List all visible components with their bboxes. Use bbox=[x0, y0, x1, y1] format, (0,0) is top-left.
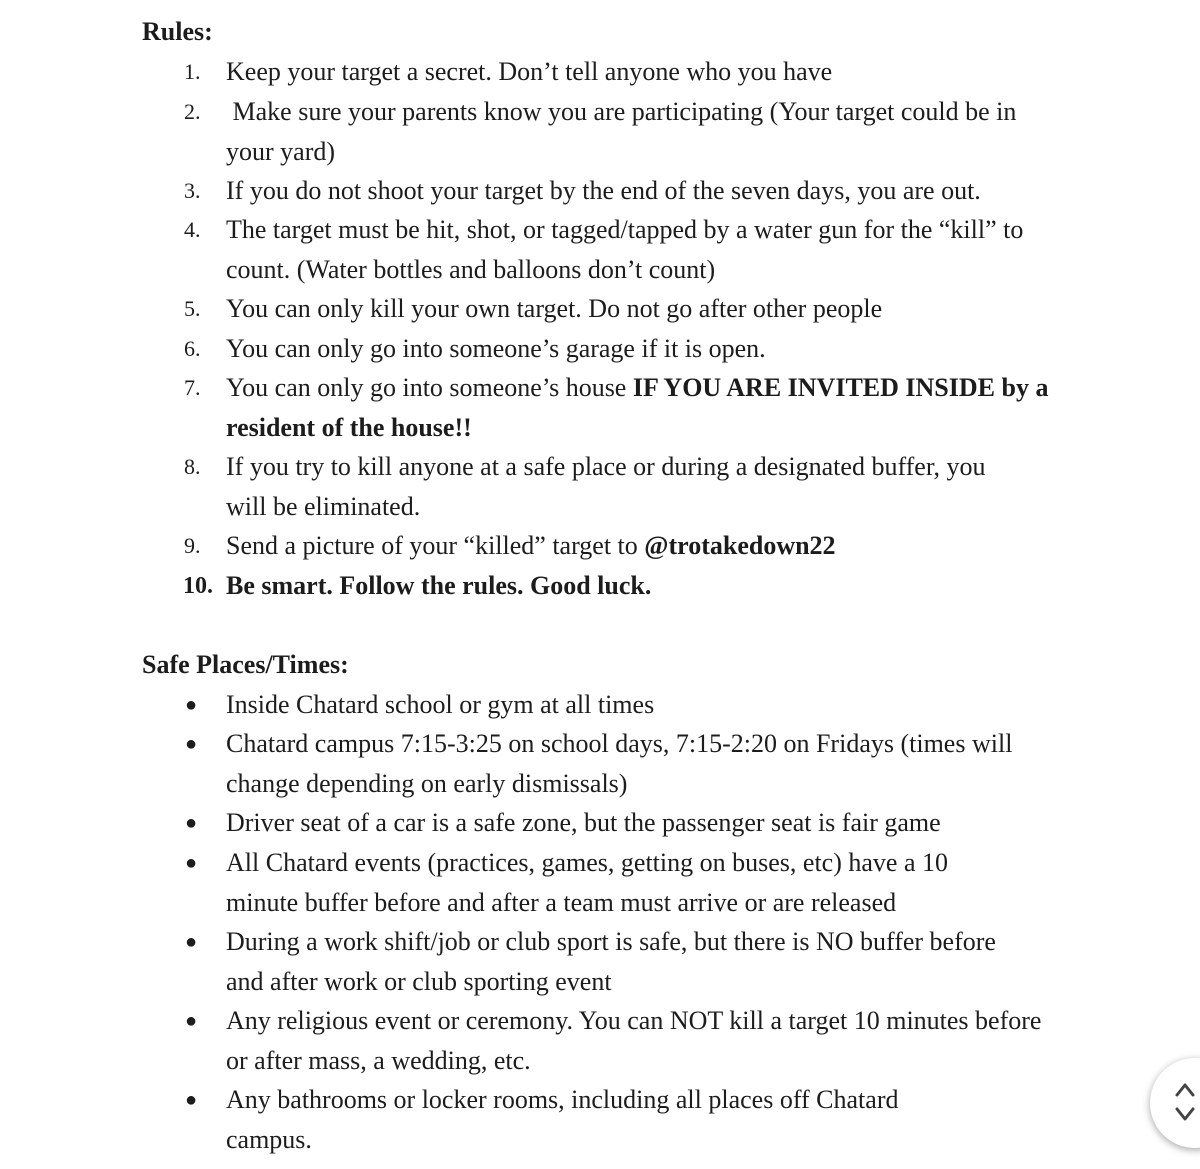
safe-places-heading: Safe Places/Times: bbox=[142, 650, 349, 679]
safe-3-bullet: ● bbox=[185, 812, 198, 834]
rule-9-number: 9. bbox=[184, 533, 201, 558]
safe-5-bullet: ● bbox=[185, 931, 198, 953]
rule-6-text: You can only go into someone’s garage if it is open. bbox=[226, 334, 766, 363]
safe-1-text: Inside Chatard school or gym at all times bbox=[226, 690, 655, 719]
safe-6-bullet: ● bbox=[185, 1010, 198, 1032]
rule-7-bold: IF YOU ARE INVITED INSIDE by a resident of the house!! bbox=[226, 373, 1049, 442]
safe-3-text: Driver seat of a car is a safe zone, but the passenger seat is fair game bbox=[226, 808, 941, 837]
rule-1-text: Keep your target a secret. Don’t tell anyone who you have bbox=[226, 57, 833, 86]
rule-3-number: 3. bbox=[184, 178, 201, 203]
rule-7-text bbox=[226, 368, 1066, 447]
chevron-up-down-icon bbox=[1174, 1078, 1196, 1126]
rule-2-text: Make sure your parents know you are participating (Your target could be in your yard) bbox=[226, 97, 1023, 166]
rule-4-text: The target must be hit, shot, or tagged/tapped by a water gun for the “kill” to count. (Water bottles and balloons don’t count) bbox=[226, 215, 1024, 284]
rule-3-text: If you do not shoot your target by the end of the seven days, you are out. bbox=[226, 176, 981, 205]
rule-8-number: 8. bbox=[184, 454, 201, 479]
rules-heading: Rules: bbox=[142, 17, 213, 46]
rule-4-number: 4. bbox=[184, 217, 201, 242]
rule-9-handle: @trotakedown22 bbox=[644, 531, 836, 560]
rule-8-text: If you try to kill anyone at a safe place or during a designated buffer, you will be eliminated. bbox=[226, 452, 986, 521]
safe-5-text: During a work shift/job or club sport is safe, but there is NO buffer before and after work or club sporting event bbox=[226, 927, 996, 996]
rule-5-number: 5. bbox=[184, 296, 201, 321]
rule-5-text: You can only kill your own target. Do not go after other people bbox=[226, 294, 883, 323]
safe-4-bullet: ● bbox=[185, 852, 198, 874]
rule-10-bold: Be smart. Follow the rules. Good luck. bbox=[226, 571, 652, 600]
safe-6-text: Any religious event or ceremony. You can NOT kill a target 10 minutes before or after mass, a wedding, etc. bbox=[226, 1006, 1042, 1075]
rule-2-number: 2. bbox=[184, 99, 201, 124]
safe-2-text: Chatard campus 7:15-3:25 on school days, 7:15-2:20 on Fridays (times will change depending on early dismissals) bbox=[226, 729, 1013, 798]
rule-7-plain: You can only go into someone’s house bbox=[226, 373, 633, 402]
rule-1-number: 1. bbox=[184, 59, 201, 84]
rule-10-number: 10. bbox=[183, 573, 213, 599]
safe-7-text: Any bathrooms or locker rooms, including all places off Chatard campus. bbox=[226, 1085, 899, 1154]
safe-7-bullet: ● bbox=[185, 1089, 198, 1111]
safe-1-bullet: ● bbox=[185, 694, 198, 716]
safe-4-text: All Chatard events (practices, games, getting on buses, etc) have a 10 minute buffer before and after a team must arrive or are released bbox=[226, 848, 948, 917]
rule-7-number: 7. bbox=[184, 375, 201, 400]
rule-9-plain: Send a picture of your “killed” target to bbox=[226, 531, 645, 560]
rule-6-number: 6. bbox=[184, 336, 201, 361]
safe-2-bullet: ● bbox=[185, 733, 198, 755]
rule-9-text bbox=[226, 526, 1076, 566]
rule-10-text bbox=[226, 566, 1076, 606]
